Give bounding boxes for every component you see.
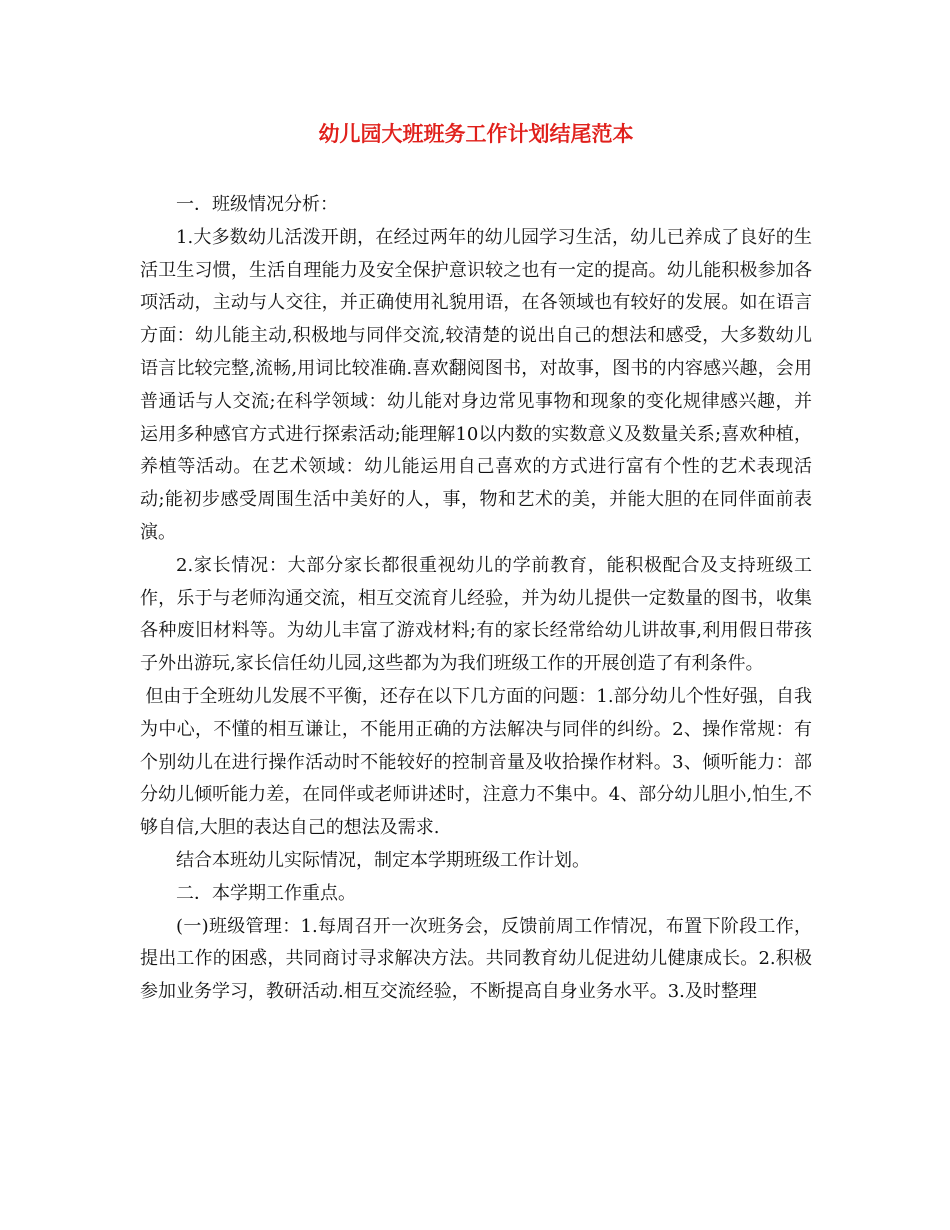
section-heading-semester-focus: 二．本学期工作重点。 (176, 882, 356, 904)
document-title: 幼儿园大班班务工作计划结尾范本 (318, 121, 634, 146)
paragraph-problems: 但由于全班幼儿发展不平衡，还存在以下几方面的问题：1.部分幼儿个性好强，自我为中心，不懂的相互谦让，不能用正确的方法解决与同伴的纠纷。2、操作常规：有个别幼儿在进行操作活动时不能较好的控制音量及收拾操作材料。3、倾听能力：部分幼儿倾听能力差，在同伴或老师讲述时，注意力不集中。4、部分幼儿胆小,怕生,不够自信,大胆的表达自己的想法及需求. (140, 685, 812, 839)
document-body (140, 189, 812, 1009)
paragraph-class-management: (一)班级管理：1.每周召开一次班务会，反馈前周工作情况，布置下阶段工作，提出工作的困惑，共同商讨寻求解决方法。共同教育幼儿促进幼儿健康成长。2.积极参加业务学习，教研活动.相互交流经验，不断提高自身业务水平。3.及时整理 (140, 915, 812, 1003)
document-page (140, 0, 812, 1230)
paragraph-children-status: 1.大多数幼儿活泼开朗，在经过两年的幼儿园学习生活，幼儿已养成了良好的生活卫生习惯，生活自理能力及安全保护意识较之也有一定的提高。幼儿能积极参加各项活动，主动与人交往，并正确使用礼貌用语，在各领域也有较好的发展。如在语言方面：幼儿能主动,积极地与同伴交流,较清楚的说出自己的想法和感受，大多数幼儿语言比较完整,流畅,用词比较准确.喜欢翻阅图书，对故事，图书的内容感兴趣，会用普通话与人交流;在科学领域：幼儿能对身边常见事物和现象的变化规律感兴趣，并运用多种感官方式进行探索活动;能理解10以内数的实数意义及数量关系;喜欢种植，养植等活动。在艺术领域：幼儿能运用自己喜欢的方式进行富有个性的艺术表现活动;能初步感受周围生活中美好的人，事，物和艺术的美，并能大胆的在同伴面前表演。 (140, 226, 812, 543)
paragraph-plan-basis: 结合本班幼儿实际情况，制定本学期班级工作计划。 (176, 849, 590, 871)
section-heading-class-analysis: 一．班级情况分析： (176, 194, 338, 215)
paragraph-parents-status: 2.家长情况：大部分家长都很重视幼儿的学前教育，能积极配合及支持班级工作，乐于与老师沟通交流，相互交流育儿经验，并为幼儿提供一定数量的图书，收集各种废旧材料等。为幼儿丰富了游戏材料;有的家长经常给幼儿讲故事,利用假日带孩子外出游玩,家长信任幼儿园,这些都为为我们班级工作的开展创造了有利条件。 (140, 554, 812, 675)
